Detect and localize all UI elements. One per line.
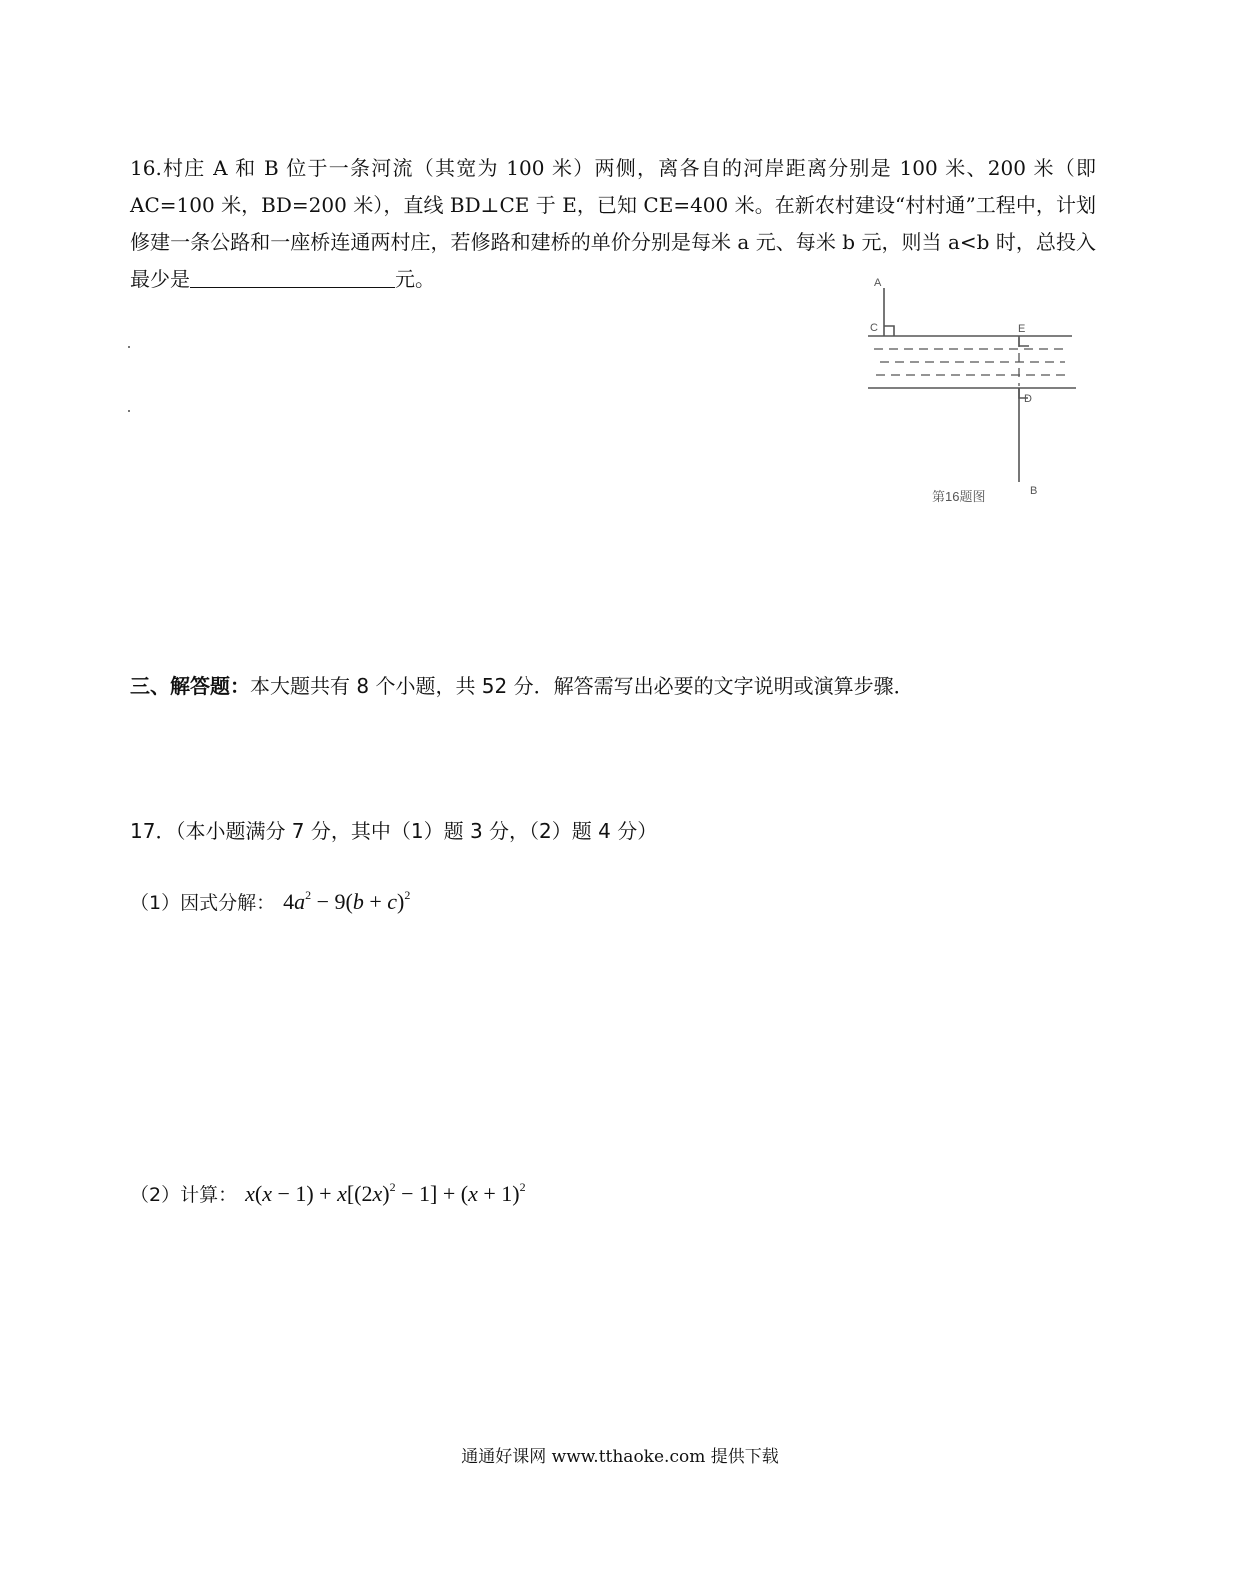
figure-caption: 第16题图 [932, 489, 986, 504]
section-3-heading [130, 670, 914, 699]
question-17-part-2 [130, 1180, 526, 1207]
label-c: C [870, 322, 878, 334]
label-b: B [1030, 485, 1038, 497]
page-footer: 通通好课网 www.tthaoke.com 提供下载 [461, 1447, 779, 1467]
part-1-label: （1）因式分解： [130, 892, 276, 914]
question-16-figure [860, 274, 1082, 508]
question-17-part-1 [130, 888, 410, 915]
label-e: E [1018, 323, 1026, 335]
section-3-title: 三、解答题： [130, 674, 250, 698]
part-1-expression: $4a^2 - 9(b + c)^2$ [283, 888, 411, 914]
part-2-expression: $x(x - 1) + x[(2x)^2 - 1] + (x + 1)^2$ [245, 1180, 526, 1206]
section-3-description: 本大题共有 8 个小题，共 52 分．解答需写出必要的文字说明或演算步骤． [250, 674, 914, 698]
scan-speck [128, 346, 130, 348]
label-d: D [1024, 393, 1032, 405]
label-a: A [874, 277, 882, 289]
question-17-title: 17．（本小题满分 7 分，其中（1）题 3 分，（2）题 4 分） [130, 819, 658, 843]
scan-speck [128, 410, 130, 412]
question-16-suffix: 元。 [395, 267, 435, 291]
question-16-text: 16.村庄 A 和 B 位于一条河流（其宽为 100 米）两侧，离各自的河岸距离分别是 100 米、200 米（即 AC=100 米，BD=200 米），直线 BD⊥CE 于 E，已知 CE=400 米。在新农村建设“村村通”工程中，计划修建一条公路和一座桥连通两村庄，若修路和建桥的单价分别是每米 a 元、每米 b 元，则当 a<b 时，总投入最少是 [130, 156, 1096, 291]
part-2-label: （2）计算： [130, 1184, 238, 1206]
answer-blank[interactable] [190, 265, 395, 288]
